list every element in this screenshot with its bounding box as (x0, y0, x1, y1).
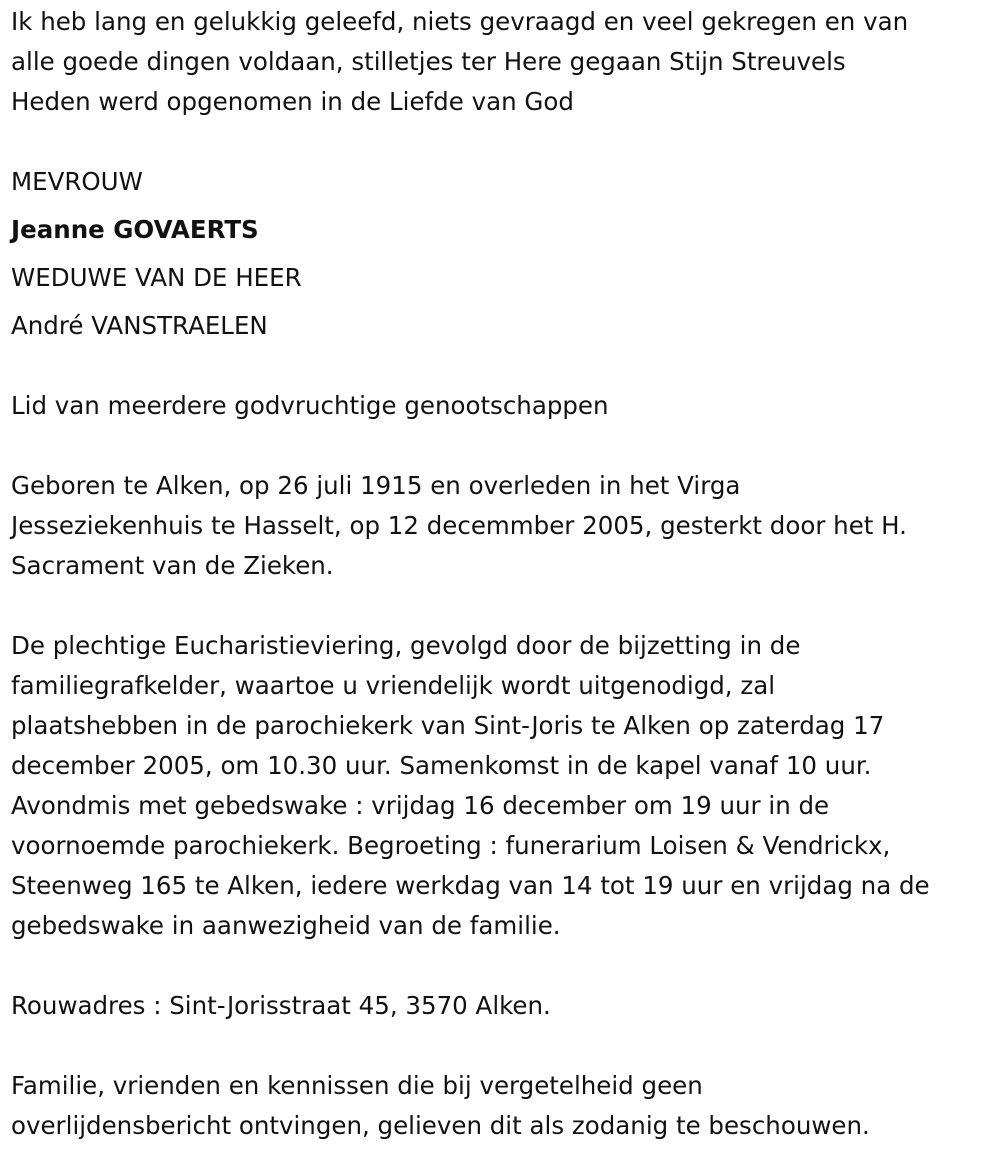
ceremony-paragraph (11, 626, 1000, 946)
deceased-name: Jeanne GOVAERTS (11, 215, 259, 244)
ceremony-line: voornoemde parochiekerk. Begroeting : funerarium Loisen & Vendrickx, (11, 831, 891, 860)
birth-death-line: Sacrament van de Zieken. (11, 551, 334, 580)
deceased-spouse: André VANSTRAELEN (11, 311, 268, 340)
intro-paragraph (11, 2, 1000, 122)
birth-death-line: Jesseziekenhuis te Hasselt, op 12 decemmber 2005, gesterkt door het H. (11, 511, 907, 540)
ceremony-line: De plechtige Eucharistieviering, gevolgd door de bijzetting in de (11, 631, 801, 660)
address-line: Rouwadres : Sint-Jorisstraat 45, 3570 Alken. (11, 991, 551, 1020)
birth-death-paragraph (11, 466, 1000, 586)
ceremony-line: gebedswake in aanwezigheid van de familie. (11, 911, 561, 940)
closing-line: Familie, vrienden en kennissen die bij vergetelheid geen (11, 1071, 703, 1100)
deceased-block (11, 158, 1000, 350)
intro-line: Ik heb lang en gelukkig geleefd, niets gevraagd en veel gekregen en van (11, 7, 909, 36)
closing-line: overlijdensbericht ontvingen, gelieven dit als zodanig te beschouwen. (11, 1111, 870, 1140)
ceremony-line: december 2005, om 10.30 uur. Samenkomst in de kapel vanaf 10 uur. (11, 751, 872, 780)
membership-line: Lid van meerdere godvruchtige genootschappen (11, 391, 609, 420)
ceremony-line: plaatshebben in de parochiekerk van Sint-Joris te Alken op zaterdag 17 (11, 711, 885, 740)
address-paragraph (11, 986, 1000, 1026)
deceased-title: MEVROUW (11, 167, 143, 196)
ceremony-line: familiegrafkelder, waartoe u vriendelijk wordt uitgenodigd, zal (11, 671, 776, 700)
intro-line: Heden werd opgenomen in de Liefde van God (11, 87, 574, 116)
ceremony-line: Avondmis met gebedswake : vrijdag 16 december om 19 uur in de (11, 791, 830, 820)
membership-paragraph (11, 386, 1000, 426)
deceased-relation: WEDUWE VAN DE HEER (11, 263, 302, 292)
closing-paragraph (11, 1066, 1000, 1146)
ceremony-line: Steenweg 165 te Alken, iedere werkdag van 14 tot 19 uur en vrijdag na de (11, 871, 930, 900)
birth-death-line: Geboren te Alken, op 26 juli 1915 en overleden in het Virga (11, 471, 741, 500)
intro-line: alle goede dingen voldaan, stilletjes ter Here gegaan Stijn Streuvels (11, 47, 846, 76)
